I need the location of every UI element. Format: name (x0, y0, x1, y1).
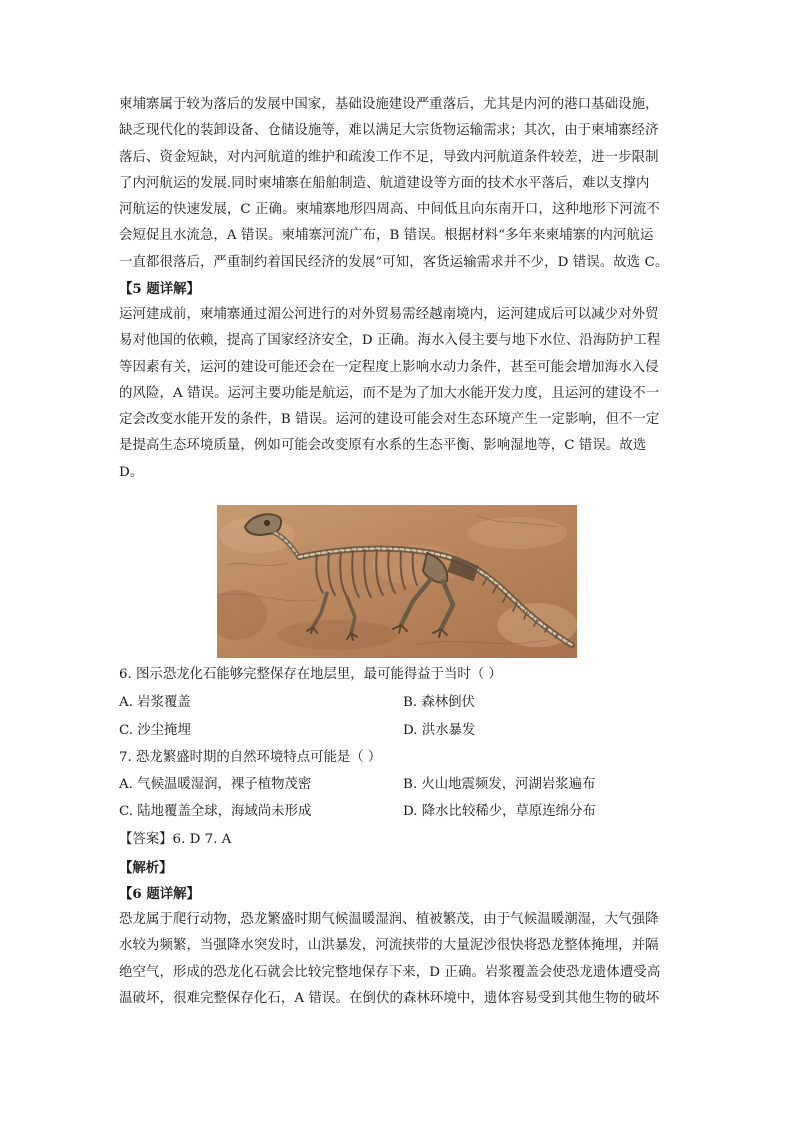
text-line: 落后、资金短缺，对内河航道的维护和疏浚工作不足，导致内河航道条件较差，进一步限制 (119, 149, 659, 165)
text-line: 柬埔寨属于较为落后的发展中国家，基础设施建设严重落后，尤其是内河的港口基础设施， (119, 97, 659, 112)
text-line: 温破坏，很难完整保存化石，A 错误。在倒伏的森林环境中，遗体容易受到其他生物的破坏 (119, 990, 660, 1006)
q7-option-b: B. 火山地震频发，河湖岩浆遍布 (403, 777, 596, 792)
q7-option-d: D. 降水比较稀少，草原连绵分布 (403, 804, 596, 819)
explanation-6-paragraph (119, 907, 679, 1012)
q6-option-c: C. 沙尘掩埋 (119, 723, 191, 738)
text-line: 定会改变水能开发的条件，B 错误。运河的建设可能会对生态环境产生一定影响，但不一定 (119, 412, 660, 428)
text-line: D。 (119, 464, 144, 480)
text-line: 运河建成前，柬埔寨通过湄公河进行的对外贸易需经越南境内，运河建成后可以减少对外贸 (119, 307, 659, 322)
text-line: 是提高生态环境质量，例如可能会改变原有水系的生态平衡、影响湿地等，C 错误。故选 (119, 438, 647, 454)
q6-option-d: D. 洪水暴发 (403, 723, 476, 738)
analysis-heading: 【解析】 (119, 860, 173, 876)
q7-option-c: C. 陆地覆盖全球，海域尚未形成 (119, 804, 312, 819)
q5-heading: 【5 题详解】 (119, 281, 200, 297)
text-line: 一直都很落后，严重制约着国民经济的发展”可知，客货运输需求并不少，D 错误。故选 C。 (119, 254, 669, 270)
text-line: 恐龙属于爬行动物，恐龙繁盛时期气候温暖湿润、植被繁茂，由于气候温暖潮湿，大气强降 (119, 912, 659, 927)
text-line: 缺乏现代化的装卸设备、仓储设施等，难以满足大宗货物运输需求；其次，由于柬埔寨经济 (119, 123, 659, 139)
dinosaur-fossil-photo (217, 505, 577, 658)
question-7-stem: 7. 恐龙繁盛时期的自然环境特点可能是（ ） (119, 750, 382, 765)
text-line: 了内河航运的发展.同时柬埔寨在船舶制造、航道建设等方面的技术水平落后，难以支撑内 (119, 175, 650, 191)
q6-option-b: B. 森林倒伏 (403, 695, 475, 710)
text-line: 河航运的快速发展，C 正确。柬埔寨地形四周高、中间低且向东南开口，这种地形下河流不 (119, 202, 660, 218)
text-line: 的风险，A 错误。运河主要功能是航运，而不是为了加大水能开发力度，且运河的建设不一 (119, 385, 660, 401)
q6-option-a: A. 岩浆覆盖 (119, 695, 191, 710)
explanation-4-paragraph (119, 92, 679, 276)
explanation-5-paragraph (119, 302, 679, 486)
text-line: 会短促且水流急，A 错误。柬埔寨河流广布，B 错误。根据材料“多年来柬埔寨的内河航运 (119, 228, 654, 244)
text-line: 等因素有关，运河的建设可能还会在一定程度上影响水动力条件，甚至可能会增加海水入侵 (119, 359, 659, 375)
text-line: 易对他国的依赖，提高了国家经济安全，D 正确。海水入侵主要与地下水位、沿海防护工程 (119, 333, 661, 349)
text-line: 绝空气，形成的恐龙化石就会比较完整地保存下来，D 正确。岩浆覆盖会使恐龙遗体遭受高 (119, 964, 661, 980)
q7-option-a: A. 气候温暖湿润，裸子植物茂密 (119, 777, 312, 792)
answer-line: 【答案】6. D 7. A (119, 832, 232, 847)
q6-heading: 【6 题详解】 (119, 886, 200, 902)
question-6-stem: 6. 图示恐龙化石能够完整保存在地层里，最可能得益于当时（ ） (119, 667, 502, 682)
text-line: 水较为频繁，当强降水突发时，山洪暴发，河流挟带的大量泥沙很快将恐龙整体掩埋，并隔 (119, 938, 659, 954)
